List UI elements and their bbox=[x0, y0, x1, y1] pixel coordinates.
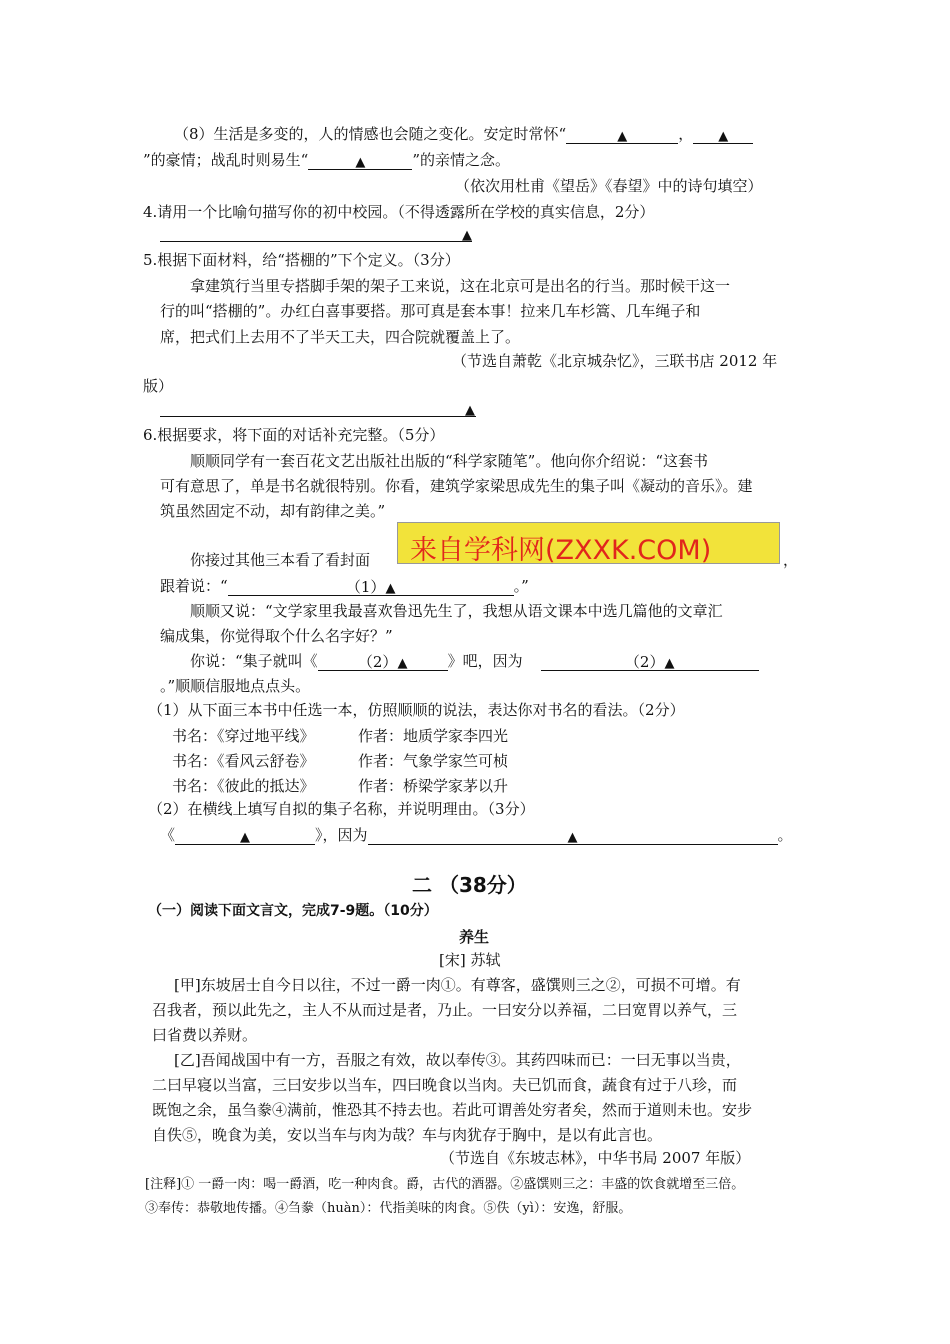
q8-source: （依次用杜甫《望岳》《春望》中的诗句填空） bbox=[455, 177, 763, 195]
marker-icon: ▲ bbox=[385, 581, 396, 596]
q5-passage-line: 拿建筑行当里专搭脚手架的架子工来说，这在北京可是出名的行当。那时候干这一 bbox=[190, 277, 731, 295]
watermark-banner bbox=[397, 522, 780, 564]
q6-blank-3[interactable] bbox=[541, 652, 759, 671]
marker-icon: ▲ bbox=[240, 830, 251, 845]
q6-reason-blank[interactable] bbox=[368, 826, 778, 845]
q6-dialog-line: 可有意思了，单是书名就很特别。你看，建筑学家梁思成先生的集子叫《凝动的音乐》。建 bbox=[160, 477, 753, 495]
q6-sub1: （1）从下面三本书中任选一本，仿照顺顺的说法，表达你对书名的看法。（2分） bbox=[148, 701, 685, 719]
passage-yi-line: 自佚⑤，晚食为美，安以当车与肉为哉？车与肉犹存于胸中，是以有此言也。 bbox=[152, 1126, 663, 1144]
marker-icon: ▲ bbox=[567, 830, 578, 845]
annotation-line: ③奉传：恭敬地传播。④刍豢（huàn）：代指美味的肉食。⑤佚（yì）：安逸，舒服。 bbox=[145, 1201, 632, 1216]
marker-icon: ▲ bbox=[355, 155, 366, 170]
q6-p2b-line bbox=[160, 576, 529, 596]
q5-answer-line[interactable] bbox=[160, 416, 476, 417]
marker-icon: ▲ bbox=[664, 656, 675, 671]
q4-answer-line[interactable] bbox=[160, 241, 472, 242]
q8-blank-3[interactable] bbox=[308, 151, 412, 170]
fill-end: 。 bbox=[777, 826, 793, 844]
q6-prompt: 6.根据要求，将下面的对话补充完整。（5分） bbox=[143, 426, 445, 444]
book-author: 作者：地质学家李四光 bbox=[358, 727, 509, 745]
q8-blank-2[interactable] bbox=[693, 125, 753, 144]
marker-icon: ▲ bbox=[617, 129, 628, 144]
marker-icon: ▲ bbox=[462, 228, 472, 243]
q6-p2b-start: 跟着说：“ bbox=[160, 577, 228, 595]
q6-dialog-line: 顺顺又说：“文学家里我最喜欢鲁迅先生了，我想从语文课本中选几篇他的文章汇 bbox=[190, 602, 723, 620]
q5-passage-line: 席，把式们上去用不了半天工夫，四合院就覆盖上了。 bbox=[160, 328, 521, 346]
q6-p4-mid: 》吧，因为 bbox=[447, 652, 523, 670]
q6-blank-1[interactable] bbox=[228, 577, 514, 596]
book-author: 作者：桥梁学家茅以升 bbox=[358, 777, 509, 795]
book-author: 作者：气象学家竺可桢 bbox=[358, 752, 509, 770]
q5-prompt: 5.根据下面材料，给“搭棚的”下个定义。（3分） bbox=[143, 251, 460, 269]
passage-author: [宋] 苏轼 bbox=[439, 951, 501, 969]
annotation-line: [注释]① 一爵一肉：喝一爵酒，吃一种肉食。爵，古代的酒器。②盛馔则三之：丰盛的饮食就增至三倍。 bbox=[145, 1177, 745, 1192]
book-title: 书名：《看风云舒卷》 bbox=[172, 752, 315, 770]
q6-p4-start: 你说：“集子就叫《 bbox=[190, 652, 318, 670]
q5-passage-line: 行的叫“搭棚的”。办红白喜事要搭。那可真是套本事！拉来几车杉篙、几车绳子和 bbox=[160, 302, 701, 320]
q8-line2-start: ”的豪情；战乱时则易生“ bbox=[143, 151, 309, 169]
blank-number: （2） bbox=[624, 653, 665, 671]
passage-yi-line: 既饱之余，虽刍豢④满前，惟恐其不持去也。若此可谓善处穷者矣，然而于道则未也。安步 bbox=[152, 1101, 753, 1119]
passage-jia-line: 曰省费以养财。 bbox=[152, 1026, 258, 1044]
q6-dialog-line: 编成集，你觉得取个什么名字好？” bbox=[160, 627, 393, 645]
q6-p2-start: 你接过其他三本看了看封面 bbox=[190, 551, 371, 569]
marker-icon: ▲ bbox=[718, 129, 729, 144]
q4-prompt: 4.请用一个比喻句描写你的初中校园。（不得透露所在学校的真实信息，2分） bbox=[143, 203, 655, 221]
q6-sub2: （2）在横线上填写自拟的集子名称，并说明理由。（3分） bbox=[148, 800, 535, 818]
watermark-text: 来自学科网(ZXXK.COM) bbox=[410, 535, 712, 566]
book-title: 书名：《穿过地平线》 bbox=[172, 727, 315, 745]
marker-icon: ▲ bbox=[397, 656, 408, 671]
q6-p2-end: ， bbox=[783, 551, 799, 569]
passage-jia-line: 召我者，预以此先之，主人不从而过是者，乃止。一曰安分以养福，二曰宽胃以养气，三 bbox=[152, 1001, 738, 1019]
blank-number: （1） bbox=[345, 578, 386, 596]
q6-p4-line bbox=[190, 651, 759, 671]
book-title: 书名：《彼此的抵达》 bbox=[172, 777, 315, 795]
passage-title: 养生 bbox=[459, 928, 490, 946]
fill-open: 《 bbox=[160, 826, 176, 844]
q6-title-blank[interactable] bbox=[175, 826, 315, 845]
q8-line1 bbox=[174, 124, 753, 144]
q6-p4-end: 。”顺顺信服地点点头。 bbox=[160, 677, 311, 695]
q8-separator: ， bbox=[678, 125, 694, 143]
passage-yi-line: 二曰早寝以当富，三曰安步以当车，四曰晚食以当肉。夫已饥而食，蔬食有过于八珍，而 bbox=[152, 1076, 738, 1094]
blank-number: （2） bbox=[357, 653, 398, 671]
fill-close: 》，因为 bbox=[315, 826, 368, 844]
section-heading: （一）阅读下面文言文，完成7-9题。（10分） bbox=[148, 903, 438, 919]
q8-blank-1[interactable] bbox=[566, 125, 678, 144]
q6-p2b-end: 。” bbox=[513, 577, 529, 595]
q5-source: （节选自萧乾《北京城杂忆》，三联书店 2012 年 bbox=[452, 352, 778, 370]
part-heading: 二 （38分） bbox=[412, 873, 527, 897]
q6-fill-line bbox=[160, 825, 793, 845]
q8-line2-end: ”的亲情之念。 bbox=[412, 151, 511, 169]
q5-source-cont: 版） bbox=[143, 377, 174, 395]
q8-line1-text: （8）生活是多变的，人的情感也会随之变化。安定时常怀“ bbox=[174, 125, 567, 143]
passage-jia-line: [甲]东坡居士自今日以往，不过一爵一肉①。有尊客，盛馔则三之②，可损不可增。有 bbox=[174, 976, 741, 994]
passage-yi-line: [乙]吾闻战国中有一方，吾服之有效，故以奉传③。其药四味而已：一曰无事以当贵， bbox=[174, 1051, 741, 1069]
q6-blank-2[interactable] bbox=[318, 652, 448, 671]
q6-dialog-line: 顺顺同学有一套百花文艺出版社出版的“科学家随笔”。他向你介绍说：“这套书 bbox=[190, 452, 709, 470]
marker-icon: ▲ bbox=[465, 403, 475, 418]
q8-line2 bbox=[143, 150, 510, 170]
passage-source: （节选自《东坡志林》，中华书局 2007 年版） bbox=[440, 1149, 751, 1167]
q6-dialog-line: 筑虽然固定不动，却有韵律之美。” bbox=[160, 502, 386, 520]
